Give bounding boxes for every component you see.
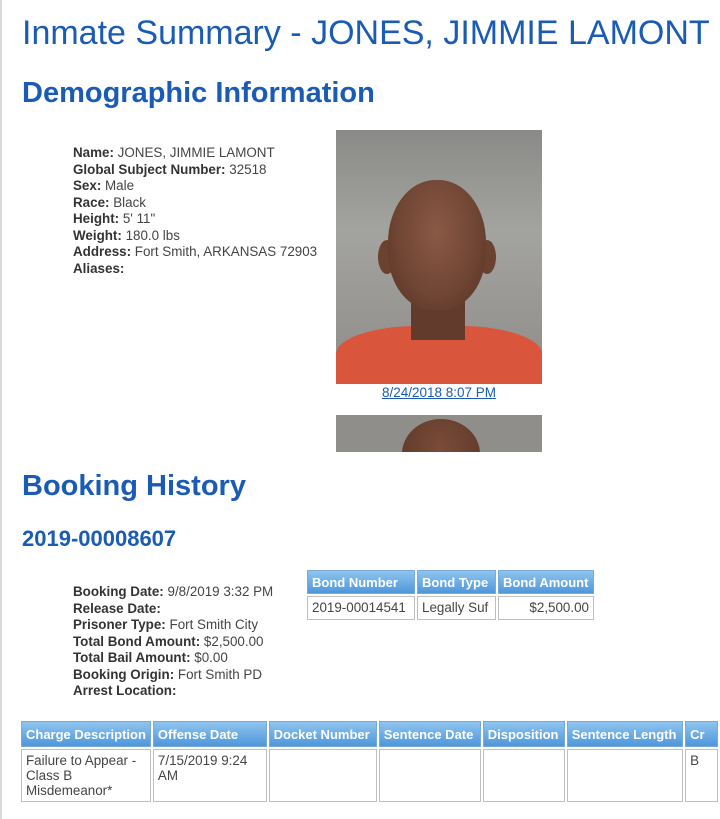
booking-number: 2019-00008607	[22, 526, 177, 551]
field-sex: Sex: Male	[73, 178, 135, 193]
sentence-date-cell	[379, 749, 481, 802]
cr-cell: B	[685, 749, 718, 802]
field-global-subject-number: Global Subject Number: 32518	[73, 161, 267, 177]
booking-info	[73, 584, 273, 700]
bond-type-cell: Legally Suf	[417, 596, 496, 620]
bond-number-cell: 2019-00014541	[307, 596, 415, 620]
total-bail-amount-value: $0.00	[194, 650, 228, 665]
charge-table	[19, 719, 720, 804]
demographic-info	[73, 145, 317, 277]
address-value: Fort Smith, ARKANSAS 72903	[134, 244, 318, 259]
table-row	[307, 596, 594, 620]
bond-type-header[interactable]: Bond Type	[417, 570, 496, 594]
booking-date-value: 9/8/2019 3:32 PM	[167, 584, 274, 599]
charge-description-cell: Failure to Appear - Class B Misdemeanor*	[21, 749, 151, 802]
table-row	[21, 749, 718, 802]
mugshot-photo-secondary[interactable]	[336, 415, 542, 452]
name-value: JONES, JIMMIE LAMONT	[117, 145, 275, 160]
bond-number-header[interactable]: Bond Number	[307, 570, 415, 594]
height-value: 5' 11"	[122, 211, 156, 226]
field-total-bond-amount: Total Bond Amount: $2,500.00	[73, 633, 264, 649]
offense-date-cell: 7/15/2019 9:24 AM	[153, 749, 267, 802]
booking-history-heading: Booking History	[22, 470, 246, 502]
page-left-border	[0, 0, 2, 819]
field-release-date: Release Date:	[73, 600, 161, 616]
field-booking-origin: Booking Origin: Fort Smith PD	[73, 666, 262, 682]
field-prisoner-type: Prisoner Type: Fort Smith City	[73, 617, 259, 632]
sentence-length-cell	[567, 749, 683, 802]
bond-table-header	[307, 570, 594, 594]
field-weight: Weight: 180.0 lbs	[73, 227, 180, 243]
mugshot-photo[interactable]	[336, 130, 542, 384]
field-booking-date: Booking Date: 9/8/2019 3:32 PM	[73, 584, 274, 599]
charge-description-header[interactable]: Charge Description	[21, 721, 151, 747]
sentence-date-header[interactable]: Sentence Date	[379, 721, 481, 747]
sentence-length-header[interactable]: Sentence Length	[567, 721, 683, 747]
field-aliases: Aliases:	[73, 260, 125, 276]
docket-number-header[interactable]: Docket Number	[269, 721, 377, 747]
disposition-header[interactable]: Disposition	[483, 721, 565, 747]
offense-date-header[interactable]: Offense Date	[153, 721, 267, 747]
photo-date-link[interactable]: 8/24/2018 8:07 PM	[381, 385, 497, 400]
total-bond-amount-value: $2,500.00	[203, 633, 264, 649]
field-address: Address: Fort Smith, ARKANSAS 72903	[73, 244, 318, 259]
field-race: Race: Black	[73, 194, 146, 210]
field-name: Name: JONES, JIMMIE LAMONT	[73, 145, 275, 160]
demographic-heading: Demographic Information	[22, 77, 375, 109]
bond-table	[305, 568, 596, 622]
disposition-cell	[483, 749, 565, 802]
booking-origin-value: Fort Smith PD	[177, 666, 262, 682]
field-arrest-location: Arrest Location:	[73, 683, 177, 698]
sex-value: Male	[105, 178, 135, 193]
race-value: Black	[113, 194, 146, 210]
weight-value: 180.0 lbs	[125, 227, 180, 243]
page-title: Inmate Summary - JONES, JIMMIE LAMONT	[22, 14, 710, 52]
cr-header[interactable]: Cr	[685, 721, 718, 747]
global-subject-number-value: 32518	[229, 161, 267, 177]
field-height: Height: 5' 11"	[73, 211, 156, 226]
prisoner-type-value: Fort Smith City	[169, 617, 259, 632]
docket-number-cell	[269, 749, 377, 802]
charge-table-header	[21, 721, 718, 747]
field-total-bail-amount: Total Bail Amount: $0.00	[73, 650, 228, 665]
bond-amount-cell: $2,500.00	[498, 596, 594, 620]
bond-amount-header[interactable]: Bond Amount	[498, 570, 594, 594]
